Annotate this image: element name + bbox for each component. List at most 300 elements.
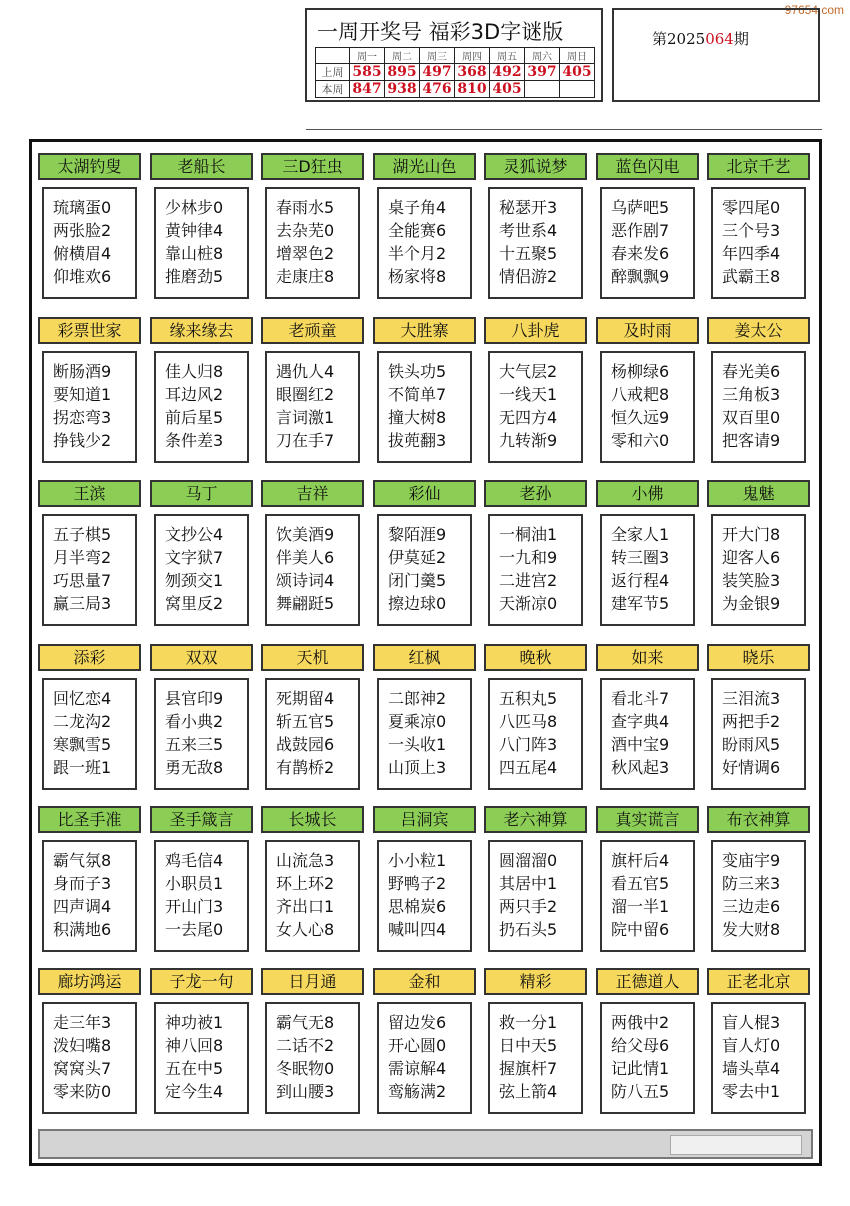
riddle-line: 铁头功5: [388, 362, 447, 381]
draw-number: 492: [490, 64, 525, 81]
riddle-line: 杨柳绿6: [611, 362, 670, 381]
card-riddles: [711, 1002, 806, 1114]
card-author: 比圣手准: [38, 806, 141, 833]
riddle-line: 十五聚5: [499, 244, 558, 263]
riddle-card: [707, 644, 810, 790]
card-riddles: [488, 1002, 583, 1114]
card-riddles: [377, 514, 472, 626]
riddle-card: [596, 317, 699, 463]
riddle-line: 三个号3: [722, 221, 781, 240]
riddle-line: 窝里反2: [165, 594, 224, 613]
riddle-line: 零来防0: [53, 1082, 112, 1101]
riddle-line: 佳人归8: [165, 362, 224, 381]
card-riddles: [377, 678, 472, 790]
card-riddles: [488, 187, 583, 299]
riddle-line: 一线天1: [499, 385, 558, 404]
draw-number: 938: [385, 81, 420, 98]
draw-number: 497: [420, 64, 455, 81]
riddle-line: 春来发6: [611, 244, 670, 263]
card-author: 姜太公: [707, 317, 810, 344]
card-riddles: [600, 514, 695, 626]
riddle-line: 二话不2: [276, 1036, 335, 1055]
riddle-line: 野鸭子2: [388, 874, 447, 893]
card-author: 正德道人: [596, 968, 699, 995]
riddle-line: 秘瑟开3: [499, 198, 558, 217]
card-author: 吕洞宾: [373, 806, 476, 833]
riddle-line: 双百里0: [722, 408, 781, 427]
draw-number: 397: [525, 64, 560, 81]
card-author: 王滨: [38, 480, 141, 507]
riddle-line: 八匹马8: [499, 712, 558, 731]
riddle-line: 桌子角4: [388, 198, 447, 217]
riddle-line: 留边发6: [388, 1013, 447, 1032]
card-author: 缘来缘去: [150, 317, 253, 344]
riddle-line: 琉璃蛋0: [53, 198, 112, 217]
riddle-card: [261, 153, 364, 299]
riddle-line: 思棉炭6: [388, 897, 447, 916]
riddle-line: 四声调4: [53, 897, 112, 916]
card-author: 灵狐说梦: [484, 153, 587, 180]
riddle-line: 撞大树8: [388, 408, 447, 427]
card-author: 正老北京: [707, 968, 810, 995]
riddle-line: 齐出口1: [276, 897, 335, 916]
riddle-card: [596, 644, 699, 790]
riddle-line: 全家人1: [611, 525, 670, 544]
card-riddles: [265, 187, 360, 299]
riddle-line: 迎客人6: [722, 548, 781, 567]
riddle-card: [484, 806, 587, 952]
riddle-line: 酒中宝9: [611, 735, 670, 754]
riddle-line: 春光美6: [722, 362, 781, 381]
riddle-line: 积满地6: [53, 920, 112, 939]
card-author: 添彩: [38, 644, 141, 671]
draw-number: [525, 81, 560, 98]
card-riddles: [154, 1002, 249, 1114]
riddle-line: 春雨水5: [276, 198, 335, 217]
card-riddles: [154, 187, 249, 299]
card-author: 布衣神算: [707, 806, 810, 833]
riddle-line: 擦边球0: [388, 594, 447, 613]
riddle-line: 无四方4: [499, 408, 558, 427]
card-author: 长城长: [261, 806, 364, 833]
riddle-line: 防八五5: [611, 1082, 670, 1101]
card-riddles: [600, 187, 695, 299]
card-riddles: [488, 514, 583, 626]
riddle-line: 刎颈交1: [165, 571, 224, 590]
riddle-line: 伊莫延2: [388, 548, 447, 567]
riddle-card: [707, 153, 810, 299]
card-author: 子龙一句: [150, 968, 253, 995]
riddle-card: [261, 968, 364, 1114]
card-author: 真实谎言: [596, 806, 699, 833]
day-thursday: 周四: [455, 48, 490, 64]
riddle-line: 建军节5: [611, 594, 670, 613]
riddle-line: 变庙宇9: [722, 851, 781, 870]
card-riddles: [265, 351, 360, 463]
site-watermark: 97654.com: [784, 3, 844, 17]
riddle-line: 记此情1: [611, 1059, 670, 1078]
card-riddles: [711, 187, 806, 299]
this-week-row: [316, 81, 595, 98]
card-riddles: [600, 840, 695, 952]
riddle-card: [707, 806, 810, 952]
riddle-line: 言词激1: [276, 408, 335, 427]
card-author: 大胜寨: [373, 317, 476, 344]
riddle-card: [38, 153, 141, 299]
card-author: 三D狂虫: [261, 153, 364, 180]
riddle-line: 伴美人6: [276, 548, 335, 567]
riddle-line: 两俄中2: [611, 1013, 670, 1032]
riddle-line: 院中留6: [611, 920, 670, 939]
riddle-line: 黎陌涯9: [388, 525, 447, 544]
riddle-line: 查字典4: [611, 712, 670, 731]
riddle-line: 八戒耙8: [611, 385, 670, 404]
card-riddles: [42, 187, 137, 299]
riddle-line: 巧思量7: [53, 571, 112, 590]
riddle-line: 冬眠物0: [276, 1059, 335, 1078]
card-author: 北京千艺: [707, 153, 810, 180]
riddle-grid-frame: [29, 139, 822, 1166]
card-riddles: [265, 514, 360, 626]
riddle-line: 去杂芜0: [276, 221, 335, 240]
panel-title: 一周开奖号 福彩3D字谜版: [317, 20, 564, 44]
riddle-line: 转三圈3: [611, 548, 670, 567]
riddle-card: [596, 806, 699, 952]
riddle-line: 前后星5: [165, 408, 224, 427]
riddle-line: 两把手2: [722, 712, 781, 731]
riddle-line: 颂诗词4: [276, 571, 335, 590]
riddle-card: [150, 806, 253, 952]
riddle-line: 救一分1: [499, 1013, 558, 1032]
riddle-line: 醉飘飘9: [611, 267, 670, 286]
card-riddles: [600, 351, 695, 463]
day-friday: 周五: [490, 48, 525, 64]
card-riddles: [488, 840, 583, 952]
card-author: 老六神算: [484, 806, 587, 833]
card-riddles: [265, 678, 360, 790]
riddle-line: 要知道1: [53, 385, 112, 404]
draw-number: 585: [350, 64, 385, 81]
riddle-line: 走三年3: [53, 1013, 112, 1032]
riddle-line: 鸾觞满2: [388, 1082, 447, 1101]
riddle-line: 战鼓园6: [276, 735, 335, 754]
issue-number: [652, 28, 749, 49]
riddle-line: 舞翩跹5: [276, 594, 335, 613]
issue-id: 064: [705, 30, 734, 48]
riddle-card: [38, 968, 141, 1114]
riddle-line: 二龙沟2: [53, 712, 112, 731]
card-author: 鬼魅: [707, 480, 810, 507]
riddle-line: 夏乘凉0: [388, 712, 447, 731]
riddle-line: 看小典2: [165, 712, 224, 731]
riddle-line: 半个月2: [388, 244, 447, 263]
riddle-line: 开心圆0: [388, 1036, 447, 1055]
riddle-line: 斩五官5: [276, 712, 335, 731]
riddle-line: 定今生4: [165, 1082, 224, 1101]
riddle-line: 五来三5: [165, 735, 224, 754]
riddle-line: 断肠酒9: [53, 362, 112, 381]
weekly-draw-table: [315, 47, 595, 98]
riddle-line: 零四尾0: [722, 198, 781, 217]
riddle-line: 女人心8: [276, 920, 335, 939]
riddle-line: 二郎神2: [388, 689, 447, 708]
card-author: 双双: [150, 644, 253, 671]
riddle-line: 山流急3: [276, 851, 335, 870]
riddle-line: 考世系4: [499, 221, 558, 240]
riddle-line: 三边走6: [722, 897, 781, 916]
card-author: 金和: [373, 968, 476, 995]
header-divider: [306, 129, 822, 130]
riddle-line: 窝窝头7: [53, 1059, 112, 1078]
card-riddles: [154, 840, 249, 952]
card-author: 马丁: [150, 480, 253, 507]
riddle-card: [373, 480, 476, 626]
riddle-line: 九转渐9: [499, 431, 558, 450]
riddle-line: 三泪流3: [722, 689, 781, 708]
card-riddles: [711, 351, 806, 463]
card-riddles: [488, 351, 583, 463]
riddle-line: 二进宫2: [499, 571, 558, 590]
card-riddles: [711, 840, 806, 952]
riddle-line: 赢三局3: [53, 594, 112, 613]
draw-number: 895: [385, 64, 420, 81]
card-riddles: [42, 840, 137, 952]
riddle-line: 一去尾0: [165, 920, 224, 939]
riddle-line: 全能赛6: [388, 221, 447, 240]
riddle-line: 县官印9: [165, 689, 224, 708]
riddle-line: 死期留4: [276, 689, 335, 708]
riddle-line: 到山腰3: [276, 1082, 335, 1101]
riddle-line: 乌萨吧5: [611, 198, 670, 217]
riddle-card: [596, 153, 699, 299]
card-riddles: [154, 351, 249, 463]
riddle-line: 拐恋弯3: [53, 408, 112, 427]
draw-number: 368: [455, 64, 490, 81]
card-riddles: [377, 351, 472, 463]
card-author: 如来: [596, 644, 699, 671]
day-wednesday: 周三: [420, 48, 455, 64]
card-author: 老船长: [150, 153, 253, 180]
riddle-card: [261, 644, 364, 790]
riddle-line: 霸气氛8: [53, 851, 112, 870]
riddle-line: 恶作剧7: [611, 221, 670, 240]
riddle-card: [484, 968, 587, 1114]
riddle-line: 溜一半1: [611, 897, 670, 916]
draw-number: 476: [420, 81, 455, 98]
riddle-line: 喊叫四4: [388, 920, 447, 939]
riddle-card: [150, 644, 253, 790]
riddle-line: 神八回8: [165, 1036, 224, 1055]
riddle-line: 小小粒1: [388, 851, 447, 870]
card-author: 太湖钓叟: [38, 153, 141, 180]
card-riddles: [377, 840, 472, 952]
riddle-card: [150, 480, 253, 626]
riddle-line: 杨家将8: [388, 267, 447, 286]
riddle-card: [707, 317, 810, 463]
riddle-card: [484, 480, 587, 626]
riddle-line: 泼妇嘴8: [53, 1036, 112, 1055]
riddle-line: 盲人灯0: [722, 1036, 781, 1055]
riddle-line: 文抄公4: [165, 525, 224, 544]
riddle-line: 鸡毛信4: [165, 851, 224, 870]
riddle-card: [596, 480, 699, 626]
riddle-line: 眼圈红2: [276, 385, 335, 404]
riddle-line: 耳边风2: [165, 385, 224, 404]
riddle-line: 把客请9: [722, 431, 781, 450]
riddle-line: 两张脸2: [53, 221, 112, 240]
riddle-card: [261, 317, 364, 463]
weekly-draw-panel: [305, 8, 603, 102]
riddle-line: 盲人棍3: [722, 1013, 781, 1032]
riddle-line: 勇无敌8: [165, 758, 224, 777]
riddle-line: 五积丸5: [499, 689, 558, 708]
riddle-card: [596, 968, 699, 1114]
riddle-card: [150, 317, 253, 463]
card-riddles: [265, 1002, 360, 1114]
card-author: 老孙: [484, 480, 587, 507]
riddle-line: 一头收1: [388, 735, 447, 754]
riddle-card: [38, 806, 141, 952]
riddle-line: 零去中1: [722, 1082, 781, 1101]
day-sunday: 周日: [560, 48, 595, 64]
riddle-line: 黄钟律4: [165, 221, 224, 240]
riddle-line: 一桐油1: [499, 525, 558, 544]
riddle-card: [373, 153, 476, 299]
this-week-label: 本周: [316, 81, 350, 98]
riddle-card: [38, 317, 141, 463]
riddle-line: 霸气无8: [276, 1013, 335, 1032]
card-riddles: [377, 187, 472, 299]
day-saturday: 周六: [525, 48, 560, 64]
riddle-card: [150, 968, 253, 1114]
riddle-card: [484, 153, 587, 299]
draw-number: 810: [455, 81, 490, 98]
card-author: 小佛: [596, 480, 699, 507]
riddle-line: 返行程4: [611, 571, 670, 590]
riddle-line: 零和六0: [611, 431, 670, 450]
riddle-line: 好情调6: [722, 758, 781, 777]
riddle-line: 天渐凉0: [499, 594, 558, 613]
riddle-line: 增翠色2: [276, 244, 335, 263]
riddle-line: 三角板3: [722, 385, 781, 404]
riddle-line: 开山门3: [165, 897, 224, 916]
riddle-line: 身而子3: [53, 874, 112, 893]
riddle-line: 神功被1: [165, 1013, 224, 1032]
riddle-line: 寒飘雪5: [53, 735, 112, 754]
card-riddles: [600, 1002, 695, 1114]
riddle-line: 少林步0: [165, 198, 224, 217]
riddle-line: 看北斗7: [611, 689, 670, 708]
riddle-line: 发大财8: [722, 920, 781, 939]
riddle-line: 大气层2: [499, 362, 558, 381]
card-riddles: [600, 678, 695, 790]
riddle-line: 挣钱少2: [53, 431, 112, 450]
riddle-card: [38, 644, 141, 790]
card-author: 彩票世家: [38, 317, 141, 344]
riddle-card: [484, 644, 587, 790]
riddle-line: 年四季4: [722, 244, 781, 263]
riddle-line: 五子棋5: [53, 525, 112, 544]
last-week-label: 上周: [316, 64, 350, 81]
riddle-line: 回忆恋4: [53, 689, 112, 708]
riddle-line: 日中天5: [499, 1036, 558, 1055]
riddle-line: 俯横眉4: [53, 244, 112, 263]
riddle-card: [373, 644, 476, 790]
riddle-line: 一九和9: [499, 548, 558, 567]
riddle-line: 拔蔸翻3: [388, 431, 447, 450]
riddle-line: 山顶上3: [388, 758, 447, 777]
riddle-line: 旗杆后4: [611, 851, 670, 870]
card-riddles: [42, 351, 137, 463]
card-author: 及时雨: [596, 317, 699, 344]
card-riddles: [488, 678, 583, 790]
riddle-card: [261, 480, 364, 626]
riddle-card: [373, 968, 476, 1114]
riddle-line: 饮美酒9: [276, 525, 335, 544]
riddle-line: 武霸王8: [722, 267, 781, 286]
riddle-line: 条件差3: [165, 431, 224, 450]
card-riddles: [154, 514, 249, 626]
draw-number: 847: [350, 81, 385, 98]
riddle-card: [707, 480, 810, 626]
card-author: 日月通: [261, 968, 364, 995]
riddle-line: 握旗杆7: [499, 1059, 558, 1078]
card-author: 八卦虎: [484, 317, 587, 344]
riddle-line: 看五官5: [611, 874, 670, 893]
riddle-line: 文字狱7: [165, 548, 224, 567]
riddle-line: 防三来3: [722, 874, 781, 893]
card-riddles: [711, 514, 806, 626]
issue-prefix: 第2025: [652, 30, 706, 48]
card-riddles: [711, 678, 806, 790]
riddle-line: 八门阵3: [499, 735, 558, 754]
riddle-line: 五在中5: [165, 1059, 224, 1078]
card-author: 晚秋: [484, 644, 587, 671]
riddle-card: [373, 317, 476, 463]
day-monday: 周一: [350, 48, 385, 64]
riddle-line: 给父母6: [611, 1036, 670, 1055]
card-riddles: [154, 678, 249, 790]
footer-box: [670, 1135, 802, 1155]
draw-number: 405: [560, 64, 595, 81]
riddle-line: 跟一班1: [53, 758, 112, 777]
riddle-card: [150, 153, 253, 299]
riddle-line: 月半弯2: [53, 548, 112, 567]
riddle-card: [484, 317, 587, 463]
card-author: 蓝色闪电: [596, 153, 699, 180]
issue-panel: [612, 8, 820, 102]
riddle-line: 圆溜溜0: [499, 851, 558, 870]
card-author: 廊坊鸿运: [38, 968, 141, 995]
riddle-line: 需谅解4: [388, 1059, 447, 1078]
riddle-line: 有鹊桥2: [276, 758, 335, 777]
riddle-line: 为金银9: [722, 594, 781, 613]
riddle-line: 盼雨风5: [722, 735, 781, 754]
day-tuesday: 周二: [385, 48, 420, 64]
card-riddles: [265, 840, 360, 952]
riddle-card: [261, 806, 364, 952]
card-author: 晓乐: [707, 644, 810, 671]
riddle-line: 两只手2: [499, 897, 558, 916]
riddle-line: 闭门羹5: [388, 571, 447, 590]
riddle-line: 四五尾4: [499, 758, 558, 777]
draw-number: [560, 81, 595, 98]
card-riddles: [377, 1002, 472, 1114]
card-author: 红枫: [373, 644, 476, 671]
issue-suffix: 期: [733, 30, 749, 48]
card-author: 圣手箴言: [150, 806, 253, 833]
riddle-line: 弦上箭4: [499, 1082, 558, 1101]
